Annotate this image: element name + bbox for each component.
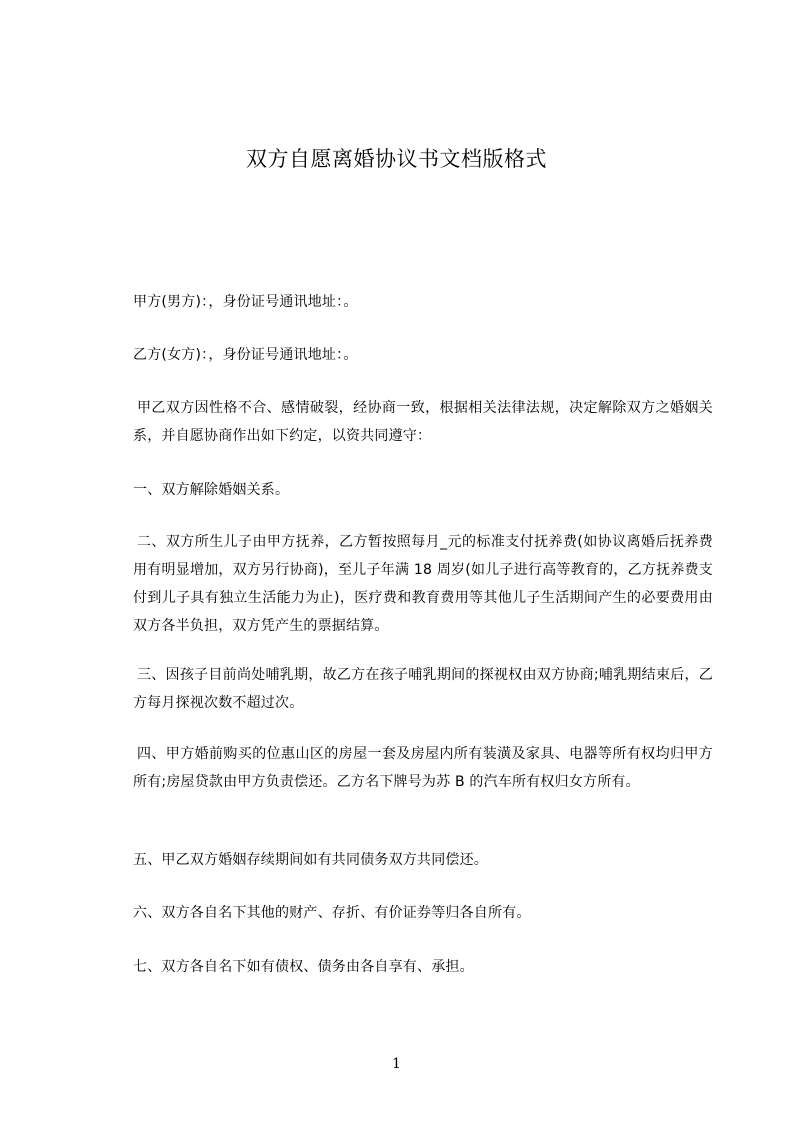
agreement-preamble: 甲乙双方因性格不合、感情破裂，经协商一致，根据相关法律法规，决定解除双方之婚姻关系，并自愿协商作出如下约定，以资共同遵守： [133, 400, 713, 444]
document-title: 双方自愿离婚协议书文档版格式 [246, 147, 547, 171]
clause-2: 二、双方所生儿子由甲方抚养，乙方暂按照每月_元的标准支付抚养费(如协议离婚后抚养费用有明显增加，双方另行协商)，至儿子年满 18 周岁(如儿子进行高等教育的，乙方抚养费支付到儿子具有独立生活能力为止)，医疗费和教育费用等其他儿子生活期间产生的必要费用由双方各半负担，双方凭产生的票据结算。 [133, 534, 713, 634]
clause-3: 三、因孩子目前尚处哺乳期，故乙方在孩子哺乳期间的探视权由双方协商;哺乳期结束后，乙方每月探视次数不超过次。 [133, 667, 713, 711]
clause-1: 一、双方解除婚姻关系。 [133, 482, 290, 498]
party-a-info: 甲方(男方)：，身份证号通讯地址：。 [133, 294, 358, 310]
clause-5: 五、甲乙双方婚姻存续期间如有共同债务双方共同偿还。 [133, 852, 488, 868]
party-b-info: 乙方(女方)：，身份证号通讯地址：。 [133, 347, 358, 363]
clause-4: 四、甲方婚前购买的位惠山区的房屋一套及房屋内所有装潢及家具、电器等所有权均归甲方所有;房屋贷款由甲方负责偿还。乙方名下牌号为苏 B 的汽车所有权归女方所有。 [133, 746, 713, 790]
page-number: 1 [392, 1056, 401, 1072]
clause-6: 六、双方各自名下其他的财产、存折、有价证券等归各自所有。 [133, 905, 531, 921]
clause-7: 七、双方各自名下如有债权、债务由各自享有、承担。 [133, 959, 474, 975]
